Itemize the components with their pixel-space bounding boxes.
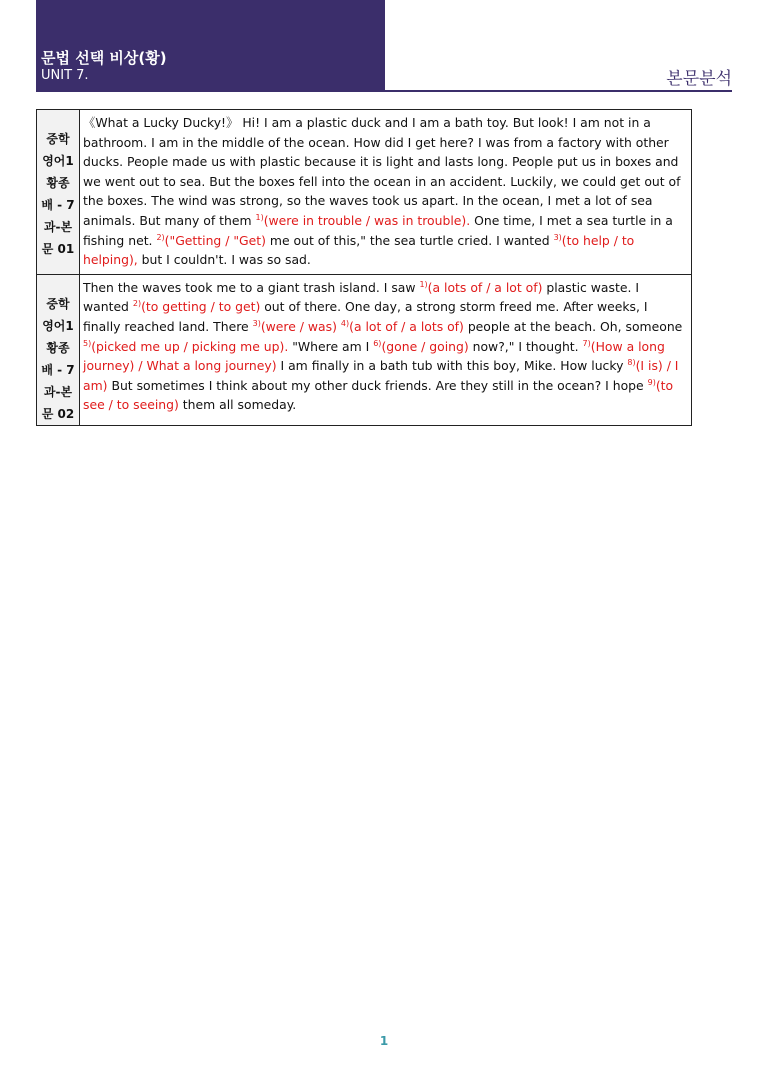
- question-number: 5): [83, 338, 92, 348]
- passage-label-line: 영어1: [42, 318, 74, 333]
- answer-choice: (a lots of / a lot of): [427, 279, 543, 295]
- answer-choice: (to help / to helping),: [83, 232, 635, 268]
- passage-label-line: 배 - 7: [41, 362, 75, 377]
- passage-fragment: 《What a Lucky Ducky!》 Hi! I am a plastic duck and I am a bath toy. But look! I am not in a bathroom. I am in the middle of the ocean. How did I get here? I was from a factory with other ducks. People made us with plastic because it is light and lasts long. People put us in boxes and we went out to sea. But the boxes fell into the ocean in an accident. Luckily, we could get out of the boxes. The wind was strong, so the waves took us apart. In the ocean, I met a lot of sea animals. But many of them: [83, 115, 681, 228]
- question-number: 3): [553, 232, 562, 242]
- question-number: 2): [156, 232, 165, 242]
- question-number: 8): [627, 358, 636, 367]
- passage-fragment: "Where am I: [288, 338, 374, 354]
- answer-choice: (How a long journey) / What a long journey): [83, 338, 665, 374]
- passage-row: [37, 275, 691, 425]
- header-banner: [36, 0, 385, 92]
- passage-label-line: 배 - 7: [41, 198, 75, 212]
- passage-label-line: 황종: [46, 176, 70, 190]
- passage-fragment: now?," I thought.: [468, 338, 583, 354]
- passage-text: [80, 110, 691, 274]
- passage-fragment: But sometimes I think about my other duck friends. Are they still in the ocean? I hope: [107, 377, 648, 393]
- passage-fragment: Then the waves took me to a giant trash island. I saw: [83, 279, 420, 295]
- passage-label-line: 과-본: [43, 384, 73, 399]
- answer-choice: (were in trouble / was in trouble).: [263, 212, 471, 228]
- passage-label-line: 과-본: [43, 220, 73, 234]
- question-number: 9): [647, 377, 656, 387]
- question-number: 7): [582, 338, 591, 348]
- question-number: 3): [252, 318, 261, 328]
- answer-choice: (a lot of / a lots of): [349, 318, 464, 334]
- answer-choice: (to getting / to get): [141, 299, 261, 315]
- passage-fragment: people at the beach. Oh, someone: [463, 318, 683, 334]
- answer-choice: (were / was): [260, 318, 337, 334]
- answer-choice: (gone / going): [381, 338, 469, 354]
- passage-fragment: I am finally in a bath tub with this boy, Mike. How lucky: [276, 358, 628, 374]
- question-number: 4): [340, 318, 350, 328]
- passage-label-line: 영어1: [42, 154, 74, 168]
- unit-label: UNIT 7.: [41, 68, 89, 83]
- question-number: 6): [373, 338, 382, 348]
- passage-label: [37, 275, 80, 425]
- passage-fragment: plastic waste. I wanted: [83, 279, 639, 315]
- passage-fragment: One time, I met a sea turtle in a fishing net.: [83, 212, 673, 248]
- question-number: 1): [419, 279, 428, 289]
- passage-label-line: 문 02: [41, 406, 75, 421]
- question-number: 2): [132, 299, 142, 309]
- answer-choice: (I is) / I am): [83, 358, 679, 393]
- passage-label: [37, 110, 80, 274]
- passage-label-line: 황종: [46, 340, 70, 355]
- passage-fragment: them all someday.: [178, 397, 297, 413]
- passage-table: [36, 109, 692, 426]
- header-divider: [385, 90, 732, 92]
- passage-text: [80, 275, 691, 425]
- passage-fragment: out of there. One day, a strong storm freed me. After weeks, I finally reached land. There: [83, 299, 648, 334]
- answer-choice: (picked me up / picking me up).: [91, 338, 289, 354]
- passage-label-line: 문 01: [41, 242, 75, 256]
- passage-label-line: 중학: [46, 132, 70, 146]
- passage-row: [37, 110, 691, 275]
- section-label: 본문분석: [666, 69, 732, 89]
- passage-fragment: but I couldn't. I was so sad.: [137, 252, 311, 268]
- question-number: 1): [255, 212, 264, 222]
- answer-choice: (to see / to seeing): [83, 377, 674, 413]
- passage-label-line: 중학: [46, 296, 70, 311]
- answer-choice: ("Getting / "Get): [164, 232, 266, 248]
- document-title: 문법 선택 비상(황): [41, 49, 167, 67]
- page-number: 1: [379, 1034, 389, 1048]
- passage-fragment: me out of this," the sea turtle cried. I wanted: [265, 232, 554, 248]
